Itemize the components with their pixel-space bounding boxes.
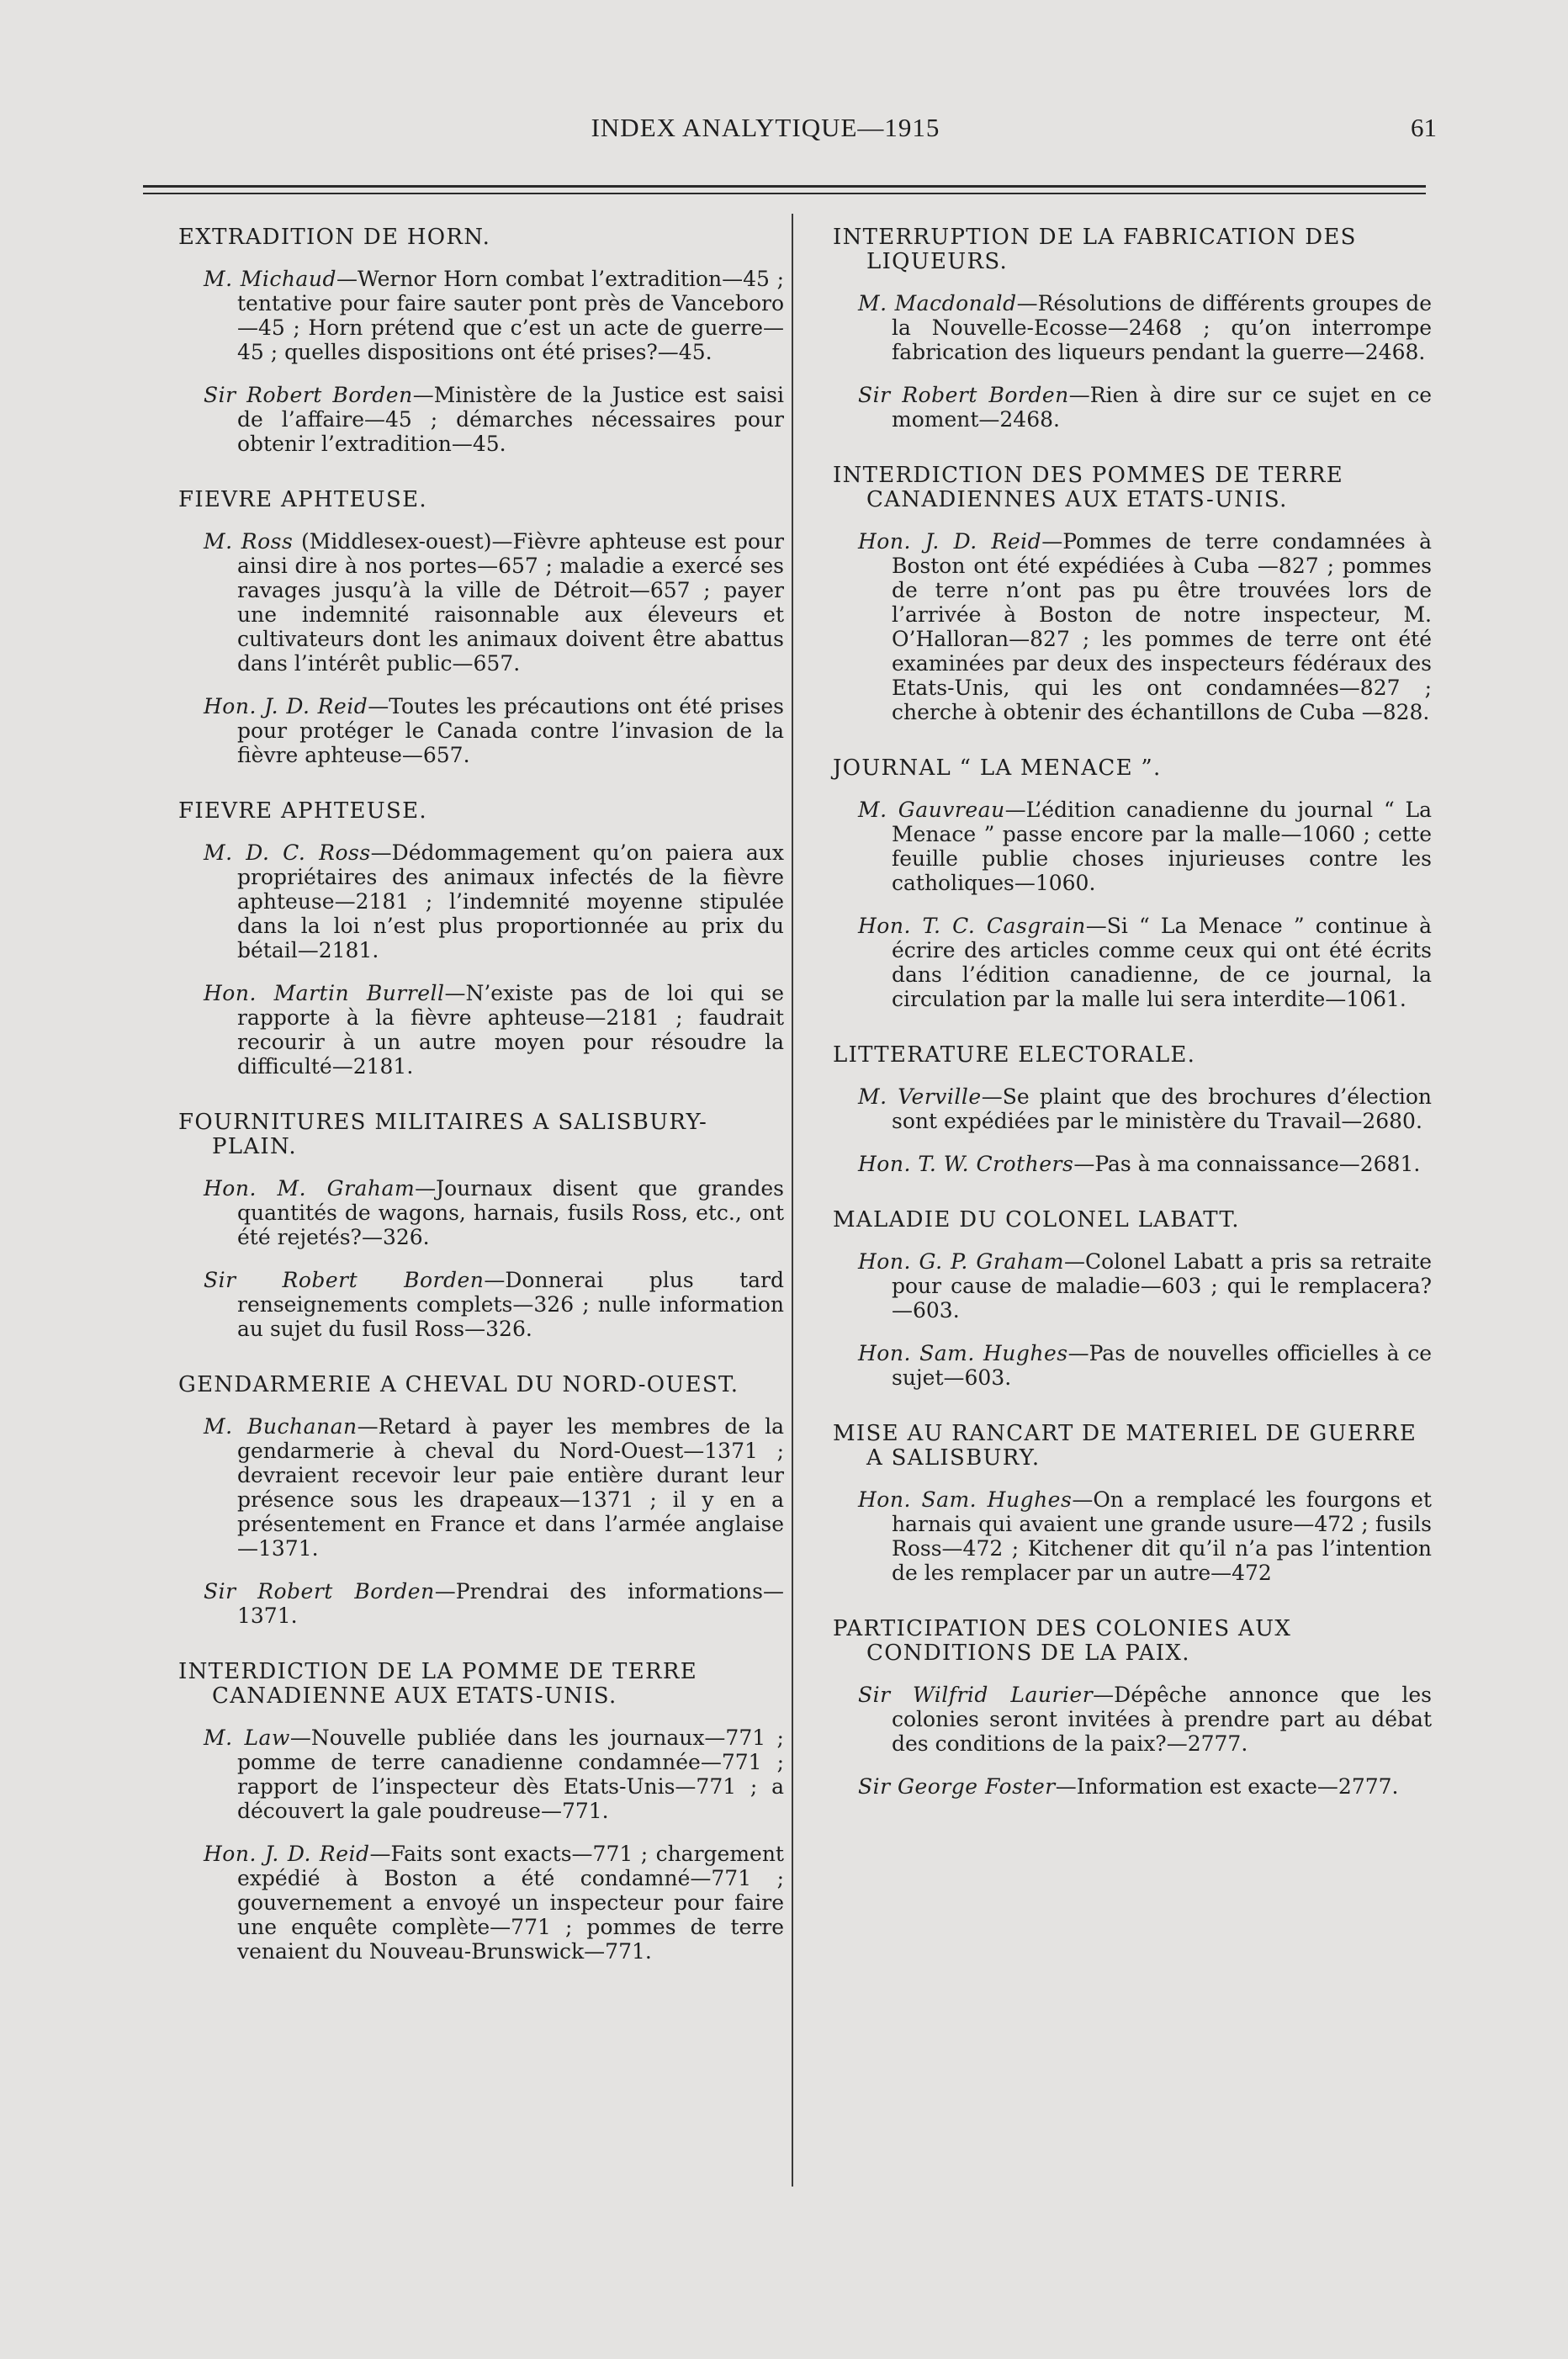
index-section: [833, 225, 1432, 432]
index-entry: [858, 1774, 1432, 1799]
speaker-name: Sir Wilfrid Laurier: [858, 1683, 1094, 1707]
entry-text: (Middlesex-ouest)—Fièvre aphteuse est pour ainsi dire à nos portes—657 ; maladie a exercé ses ravages jusqu’à la ville de Détroit—657 ; payer une indemnité raisonnable aux éleveurs et cultivateurs dont les animaux doivent être abattus dans l’intérêt public—657.: [237, 529, 784, 676]
speaker-name: M. Buchanan: [204, 1414, 358, 1439]
index-entry: [858, 1341, 1432, 1390]
entry-text: —Journaux disent que grandes quantités de wagons, harnais, fusils Ross, etc., ont été rejetés?—326.: [237, 1176, 784, 1249]
index-section: [833, 1043, 1432, 1176]
index-entry: [204, 1842, 784, 1964]
speaker-name: M. Law: [204, 1726, 290, 1750]
page-number: 61: [1411, 113, 1437, 142]
index-entry: [204, 1268, 784, 1341]
index-entry: [204, 840, 784, 962]
speaker-name: Hon. M. Graham: [204, 1176, 416, 1201]
index-entry: [858, 383, 1432, 432]
section-heading: MALADIE DU COLONEL LABATT.: [833, 1207, 1240, 1233]
entry-text: —Colonel Labatt a pris sa retraite pour cause de maladie—603 ; qui le remplacera?—603.: [892, 1249, 1432, 1323]
index-section: [178, 799, 784, 1079]
speaker-name: Hon. J. D. Reid: [204, 694, 368, 718]
index-entry: [858, 914, 1432, 1011]
entry-text: —Rien à dire sur ce sujet en ce moment—2468.: [892, 383, 1432, 432]
entry-text: —L’édition canadienne du journal “ La Menace ” passe encore par la malle—1060 ; cette feuille publie choses injurieuses contre les catholiques—1060.: [892, 798, 1433, 895]
index-entry: [204, 694, 784, 767]
section-heading: GENDARMERIE A CHEVAL DU NORD-OUEST.: [178, 1372, 739, 1397]
entry-text: —Wernor Horn combat l’extradition—45 ; tentative pour faire sauter pont près de Vanceboro—45 ; Horn prétend que c’est un acte de guerre—45 ; quelles dispositions ont été prises?—45.: [237, 267, 785, 364]
entry-text: —Pas de nouvelles officielles à ce sujet—603.: [892, 1341, 1432, 1390]
index-entry: [858, 291, 1432, 364]
index-entry: [204, 1176, 784, 1249]
index-section: [833, 464, 1432, 724]
header-rule: [143, 193, 1426, 194]
right-column: [833, 225, 1432, 1831]
index-entry: [204, 383, 784, 456]
section-heading: EXTRADITION DE HORN.: [178, 225, 491, 250]
section-heading: INTERRUPTION DE LA FABRICATION DES LIQUEURS.: [833, 225, 1357, 274]
index-entry: [204, 529, 784, 676]
index-section: [833, 1208, 1432, 1390]
entry-text: —Toutes les précautions ont été prises pour protéger le Canada contre l’invasion de la fièvre aphteuse—657.: [237, 694, 784, 767]
speaker-name: Sir Robert Borden: [204, 1579, 435, 1604]
speaker-name: Hon. G. P. Graham: [858, 1249, 1064, 1274]
entry-text: —Prendrai des informations—1371.: [237, 1579, 784, 1628]
section-heading: MISE AU RANCART DE MATERIEL DE GUERRE A SALISBURY.: [833, 1421, 1417, 1471]
entry-text: —Nouvelle publiée dans les journaux—771 ; pomme de terre canadienne condamnée—771 ; rapport de l’inspecteur dès Etats-Unis—771 ; a découvert la gale poudreuse—771.: [237, 1726, 784, 1823]
index-section: [178, 225, 784, 456]
speaker-name: Hon. T. C. Casgrain: [858, 914, 1086, 938]
index-entry: [858, 1084, 1432, 1133]
section-heading: FIEVRE APHTEUSE.: [178, 487, 427, 512]
entry-text: —N’existe pas de loi qui se rapporte à la fièvre aphteuse—2181 ; faudrait recourir à un autre moyen pour résoudre la difficulté—2181.: [237, 981, 784, 1079]
entry-text: —Donnerai plus tard renseignements complets—326 ; nulle information au sujet du fusil Ross—326.: [237, 1268, 784, 1341]
speaker-name: M. Gauvreau: [858, 798, 1005, 822]
speaker-name: Hon. Sam. Hughes: [858, 1341, 1068, 1365]
entry-text: —Dépêche annonce que les colonies seront invitées à prendre part au débat des conditions de la paix?—2777.: [892, 1683, 1433, 1756]
speaker-name: M. D. C. Ross: [204, 840, 371, 865]
speaker-name: Hon. J. D. Reid: [204, 1842, 370, 1866]
column-divider: [792, 214, 793, 2187]
speaker-name: Hon. Martin Burrell: [204, 981, 445, 1005]
speaker-name: Sir Robert Borden: [204, 1268, 485, 1292]
entry-text: —Retard à payer les membres de la gendarmerie à cheval du Nord-Ouest—1371 ; devraient recevoir leur paie entière durant leur présence sous les drapeaux—1371 ; il y en a présentement en France et dans l’armée anglaise—1371.: [237, 1414, 784, 1561]
speaker-name: Sir Robert Borden: [204, 383, 413, 407]
index-entry: [204, 981, 784, 1079]
speaker-name: M. Macdonald: [858, 291, 1017, 315]
header-rule: [143, 185, 1426, 188]
entry-text: —Pommes de terre condamnées à Boston ont été expédiées à Cuba —827 ; pommes de terre n’ont pas pu être trouvées lors de l’arrivée à Boston de notre inspecteur, M. O’Halloran—827 ; les pommes de terre ont été examinées par deux des inspecteurs fédéraux des Etats-Unis, qui les ont condamnées—827 ; cherche à obtenir des échantillons de Cuba —828.: [892, 529, 1432, 724]
speaker-name: Hon. J. D. Reid: [858, 529, 1042, 554]
index-entry: [858, 1487, 1432, 1585]
index-entry: [858, 1152, 1432, 1176]
section-heading: FOURNITURES MILITAIRES A SALISBURY-PLAIN.: [178, 1110, 708, 1159]
section-heading: JOURNAL “ LA MENACE ”.: [833, 755, 1162, 781]
speaker-name: Sir Robert Borden: [858, 383, 1069, 407]
speaker-name: Hon. Sam. Hughes: [858, 1487, 1073, 1512]
entry-text: —Ministère de la Justice est saisi de l’affaire—45 ; démarches nécessaires pour obtenir l’extradition—45.: [237, 383, 784, 456]
speaker-name: Hon. T. W. Crothers: [858, 1152, 1074, 1176]
index-entry: [858, 1683, 1432, 1756]
entry-text: —Information est exacte—2777.: [1055, 1774, 1399, 1799]
entry-text: —Se plaint que des brochures d’élection sont expédiées par le ministère du Travail—2680.: [892, 1084, 1433, 1133]
section-heading: LITTERATURE ELECTORALE.: [833, 1042, 1196, 1068]
section-heading: PARTICIPATION DES COLONIES AUX CONDITIONS DE LA PAIX.: [833, 1616, 1292, 1666]
index-entry: [204, 1726, 784, 1823]
entry-text: —Résolutions de différents groupes de la Nouvelle-Ecosse—2468 ; qu’on interrompe fabrication des liqueurs pendant la guerre—2468.: [892, 291, 1432, 364]
index-entry: [204, 267, 784, 364]
section-heading: INTERDICTION DE LA POMME DE TERRE CANADIENNE AUX ETATS-UNIS.: [178, 1659, 698, 1709]
index-section: [833, 1422, 1432, 1585]
entry-text: —On a remplacé les fourgons et harnais qui avaient une grande usure—472 ; fusils Ross—472 ; Kitchener dit qu’il n’a pas l’intention de les remplacer par un autre—472: [892, 1487, 1432, 1585]
speaker-name: M. Michaud: [204, 267, 336, 291]
index-entry: [858, 1249, 1432, 1323]
section-heading: FIEVRE APHTEUSE.: [178, 798, 427, 824]
entry-text: —Faits sont exacts—771 ; chargement expédié à Boston a été condamné—771 ; gouvernement a envoyé un inspecteur pour faire une enquête complète—771 ; pommes de terre venaient du Nouveau-Brunswick—771.: [237, 1842, 784, 1964]
index-section: [833, 756, 1432, 1011]
speaker-name: Sir George Foster: [858, 1774, 1056, 1799]
index-entry: [204, 1579, 784, 1628]
index-section: [178, 488, 784, 767]
entry-text: —Pas à ma connaissance—2681.: [1073, 1152, 1421, 1176]
speaker-name: M. Verville: [858, 1084, 982, 1109]
left-column: [178, 225, 784, 1996]
index-section: [178, 1660, 784, 1964]
running-head: INDEX ANALYTIQUE—1915: [591, 113, 940, 142]
index-section: [833, 1617, 1432, 1799]
index-entry: [204, 1414, 784, 1561]
index-entry: [858, 529, 1432, 724]
index-entry: [858, 798, 1432, 895]
entry-text: —Dédommagement qu’on paiera aux propriétaires des animaux infectés de la fièvre aphteuse—2181 ; l’indemnité moyenne stipulée dans la loi n’est plus proportionnée au prix du bétail—2181.: [237, 840, 784, 962]
section-heading: INTERDICTION DES POMMES DE TERRE CANADIENNES AUX ETATS-UNIS.: [833, 463, 1344, 512]
entry-text: —Si “ La Menace ” continue à écrire des articles comme ceux qui ont été écrits dans l’édition canadienne, de ce journal, la circulation par la malle lui sera interdite—1061.: [892, 914, 1432, 1011]
index-section: [178, 1373, 784, 1628]
speaker-name: M. Ross: [204, 529, 294, 554]
index-section: [178, 1111, 784, 1341]
